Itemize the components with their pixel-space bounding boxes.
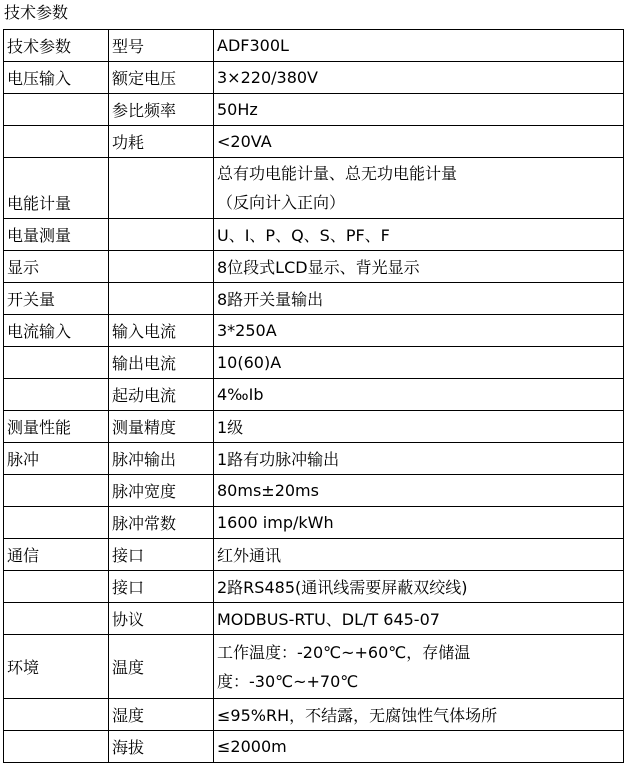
- value-cell: U、I、P、Q、S、PF、F: [214, 219, 624, 251]
- group-cell: 技术参数: [4, 30, 109, 62]
- label-cell: 温度: [109, 635, 214, 699]
- group-cell: 脉冲: [4, 443, 109, 475]
- label-cell: 脉冲常数: [109, 507, 214, 539]
- label-cell: 测量精度: [109, 411, 214, 443]
- table-row: [4, 379, 624, 411]
- table-row: [4, 315, 624, 347]
- group-cell: 环境: [4, 635, 109, 699]
- value-cell: 2路RS485(通讯线需要屏蔽双绞线): [214, 571, 624, 603]
- value-cell: ADF300L: [214, 30, 624, 62]
- value-cell: ≤95%RH，不结露，无腐蚀性气体场所: [214, 699, 624, 731]
- table-row: [4, 219, 624, 251]
- group-cell: [4, 603, 109, 635]
- table-row: [4, 475, 624, 507]
- value-cell: 3*250A: [214, 315, 624, 347]
- group-cell: [4, 475, 109, 507]
- value-line: 工作温度：-20℃~+60℃，存储温: [217, 642, 471, 662]
- table-row: [4, 126, 624, 158]
- table-row: [4, 635, 624, 699]
- table-row: [4, 443, 624, 475]
- table-row: [4, 251, 624, 283]
- group-cell: [4, 379, 109, 411]
- value-cell: 1600 imp/kWh: [214, 507, 624, 539]
- page-title: 技术参数: [4, 3, 69, 22]
- group-cell: 开关量: [4, 283, 109, 315]
- label-cell: 功耗: [109, 126, 214, 158]
- label-cell: [109, 251, 214, 283]
- table-row: [4, 283, 624, 315]
- value-line: （反向计入正向）: [217, 193, 346, 212]
- value-cell: [214, 158, 624, 219]
- value-cell: 80ms±20ms: [214, 475, 624, 507]
- label-cell: 参比频率: [109, 94, 214, 126]
- group-cell: [4, 347, 109, 379]
- value-cell: [214, 635, 624, 699]
- value-cell: 8路开关量输出: [214, 283, 624, 315]
- spec-table: [3, 29, 624, 763]
- value-cell: ≤2000m: [214, 731, 624, 763]
- value-cell: MODBUS-RTU、DL/T 645-07: [214, 603, 624, 635]
- label-cell: 输入电流: [109, 315, 214, 347]
- value-cell: 50Hz: [214, 94, 624, 126]
- value-cell: 3×220/380V: [214, 62, 624, 94]
- value-cell: 8位段式LCD显示、背光显示: [214, 251, 624, 283]
- table-row: [4, 571, 624, 603]
- table-row: [4, 539, 624, 571]
- group-cell: [4, 699, 109, 731]
- value-line: 总有功电能计量、总无功电能计量: [217, 164, 458, 183]
- table-row: [4, 158, 624, 219]
- group-cell: [4, 94, 109, 126]
- label-cell: 型号: [109, 30, 214, 62]
- table-row: [4, 699, 624, 731]
- group-cell: [4, 507, 109, 539]
- group-cell: 电流输入: [4, 315, 109, 347]
- label-cell: 接口: [109, 539, 214, 571]
- label-cell: 湿度: [109, 699, 214, 731]
- label-cell: 起动电流: [109, 379, 214, 411]
- table-row: [4, 603, 624, 635]
- group-cell: 通信: [4, 539, 109, 571]
- label-cell: [109, 158, 214, 219]
- value-cell: 1路有功脉冲输出: [214, 443, 624, 475]
- label-cell: 输出电流: [109, 347, 214, 379]
- group-cell: 电量测量: [4, 219, 109, 251]
- label-cell: 额定电压: [109, 62, 214, 94]
- value-cell: 4‰Ib: [214, 379, 624, 411]
- value-cell: 红外通讯: [214, 539, 624, 571]
- group-cell: [4, 731, 109, 763]
- table-row: [4, 507, 624, 539]
- table-row: [4, 411, 624, 443]
- table-row: [4, 94, 624, 126]
- group-cell: 电能计量: [4, 158, 109, 219]
- label-cell: 脉冲宽度: [109, 475, 214, 507]
- group-cell: 电压输入: [4, 62, 109, 94]
- table-row: [4, 62, 624, 94]
- label-cell: 协议: [109, 603, 214, 635]
- group-cell: 显示: [4, 251, 109, 283]
- label-cell: 海拔: [109, 731, 214, 763]
- label-cell: [109, 219, 214, 251]
- group-cell: [4, 126, 109, 158]
- value-line: 度：-30℃~+70℃: [217, 671, 359, 691]
- label-cell: 脉冲输出: [109, 443, 214, 475]
- label-cell: [109, 283, 214, 315]
- table-row: [4, 347, 624, 379]
- value-cell: <20VA: [214, 126, 624, 158]
- table-row: [4, 30, 624, 62]
- table-row: [4, 731, 624, 763]
- group-cell: [4, 571, 109, 603]
- value-cell: 10(60)A: [214, 347, 624, 379]
- value-cell: 1级: [214, 411, 624, 443]
- label-cell: 接口: [109, 571, 214, 603]
- group-cell: 测量性能: [4, 411, 109, 443]
